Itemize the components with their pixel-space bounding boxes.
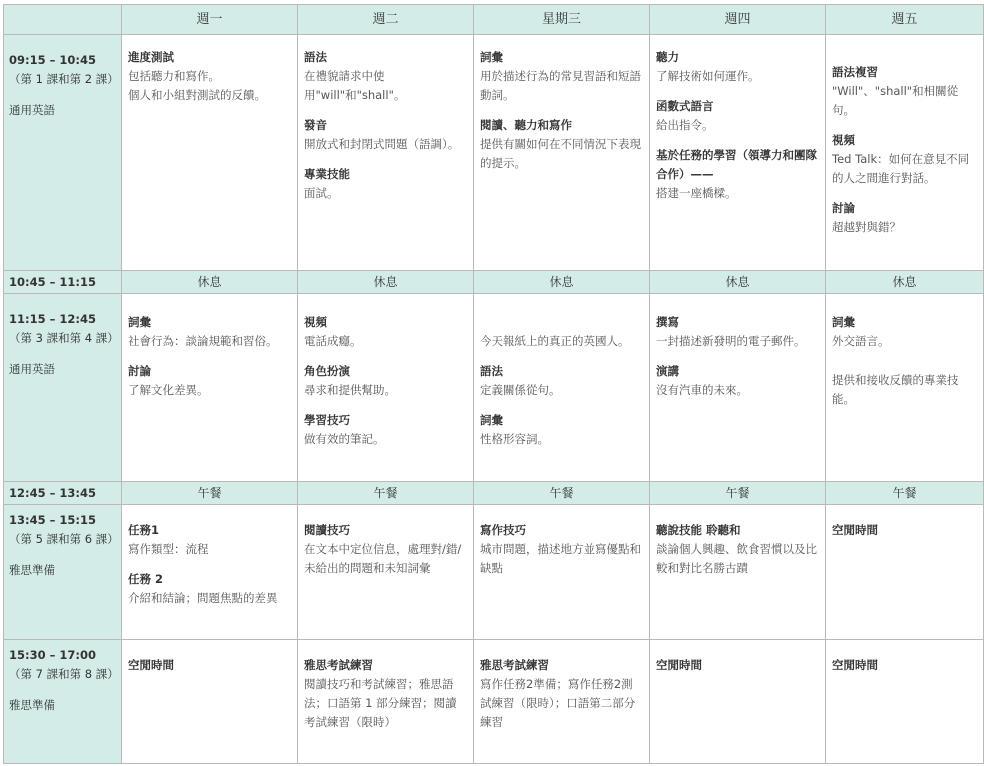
slot: [298, 640, 474, 764]
session-course: 雅思準備: [9, 698, 55, 712]
lesson-detail: 在文本中定位信息，處理對/錯/未給出的問題和未知詞彙: [304, 542, 462, 575]
lesson-title: 空閒時間: [656, 658, 702, 672]
lesson-detail: Ted Talk：如何在意見不同的人之間進行對話。: [832, 152, 970, 185]
lesson-block: [832, 521, 977, 540]
lesson-title: 演講: [656, 364, 679, 378]
session-time: 15:30 – 17:00: [9, 648, 96, 662]
lesson-detail: 一封描述新發明的電子郵件。: [656, 334, 806, 348]
time-cell: [4, 35, 122, 271]
lesson-block: [480, 521, 643, 578]
lesson-title: 雅思考試練習: [480, 658, 549, 672]
break-label: 休息: [122, 271, 298, 294]
lesson-detail: 定義關係從句。: [480, 383, 561, 397]
lesson-block: [304, 656, 467, 732]
break-label: 休息: [650, 271, 826, 294]
session-lessons: （第 5 課和第 6 課）: [9, 532, 119, 546]
break-label: 休息: [298, 271, 474, 294]
lesson-title: 討論: [832, 201, 855, 215]
lesson-block: [832, 313, 977, 351]
lesson-detail: 性格形容詞。: [480, 432, 549, 446]
lesson-title: 聽力: [656, 50, 679, 64]
slot: [122, 35, 298, 271]
lesson-title: 空閒時間: [128, 658, 174, 672]
lesson-title: 寫作技巧: [480, 523, 526, 537]
lesson-block: [304, 362, 467, 400]
lesson-detail: 介紹和結論；問題焦點的差異: [128, 591, 278, 605]
lesson-detail: 沒有汽車的未來。: [656, 383, 748, 397]
slot: [298, 35, 474, 271]
lesson-title: 詞彙: [128, 315, 151, 329]
slot: [474, 294, 650, 482]
lesson-title: 詞彙: [832, 315, 855, 329]
lesson-detail: 開放式和封閉式問題（語調）。: [304, 137, 460, 151]
lesson-detail: 寫作類型：流程: [128, 542, 209, 556]
lesson-block: [304, 411, 467, 449]
slot: [474, 640, 650, 764]
session-time: 11:15 – 12:45: [9, 312, 96, 326]
header-corner: [4, 5, 122, 35]
lesson-title: 角色扮演: [304, 364, 350, 378]
lesson-block: [128, 48, 291, 105]
lesson-detail: 今天報紙上的真正的英國人。: [480, 334, 630, 348]
lesson-title: 語法: [480, 364, 503, 378]
slot: [826, 294, 984, 482]
break-label: 午餐: [474, 482, 650, 505]
lesson-detail: 搭建一座橋樑。: [656, 186, 737, 200]
lesson-block: [656, 97, 819, 135]
lesson-block: [480, 48, 643, 105]
lesson-detail: 面試。: [304, 186, 339, 200]
slot: [298, 505, 474, 640]
session-course: 通用英語: [9, 103, 55, 117]
session-time: 09:15 – 10:45: [9, 53, 96, 67]
lesson-title: 詞彙: [480, 50, 503, 64]
lesson-detail: 尋求和提供幫助。: [304, 383, 396, 397]
lesson-detail: 寫作任務2準備；寫作任務2測試練習（限時）；口語第二部分練習: [480, 677, 636, 729]
lesson-title: 空閒時間: [832, 523, 878, 537]
slot: [826, 640, 984, 764]
header-day-tue: 週二: [298, 5, 474, 35]
lesson-detail: 做有效的筆記。: [304, 432, 385, 446]
break-label: 休息: [826, 271, 984, 294]
slot: [650, 294, 826, 482]
session-lessons: （第 1 課和第 2 課）: [9, 72, 119, 86]
break-label: 午餐: [122, 482, 298, 505]
lesson-block: [128, 362, 291, 400]
lesson-title: 語法: [304, 50, 327, 64]
lesson-detail: 社會行為：談論規範和習俗。: [128, 334, 278, 348]
slot: [474, 505, 650, 640]
session-lessons: （第 3 課和第 4 課）: [9, 331, 119, 345]
session-time: 13:45 – 15:15: [9, 513, 96, 527]
lesson-title: 任務 2: [128, 572, 164, 586]
slot: [474, 35, 650, 271]
lesson-block: [480, 656, 643, 732]
timetable: [3, 4, 984, 764]
header-day-fri: 週五: [826, 5, 984, 35]
lesson-block: [304, 313, 467, 351]
lesson-title: 視頻: [832, 133, 855, 147]
lesson-block: [832, 656, 977, 675]
lesson-block: [304, 48, 467, 105]
slot: [650, 505, 826, 640]
lesson-block: [656, 146, 819, 203]
slot: [122, 505, 298, 640]
header-day-wed: 星期三: [474, 5, 650, 35]
lesson-detail: 提供有關如何在不同情況下表現的提示。: [480, 137, 641, 170]
lesson-detail: 了解文化差異。: [128, 383, 209, 397]
lesson-detail: "Will"、"shall"和相關從句。: [832, 84, 959, 117]
lesson-block: [832, 371, 977, 409]
lesson-detail: 包括聽力和寫作。: [128, 69, 220, 83]
lesson-detail: 在禮貌請求中使用"will"和"shall"。: [304, 69, 406, 102]
break-time: 10:45 – 11:15: [4, 271, 122, 294]
lesson-title: 聽說技能 聆聽和: [656, 523, 741, 537]
lesson-detail: 了解技術如何運作。: [656, 69, 760, 83]
lesson-title: 閱讀、聽力和寫作: [480, 118, 572, 132]
lesson-title: 閱讀技巧: [304, 523, 350, 537]
break-label: 午餐: [650, 482, 826, 505]
lesson-title: 學習技巧: [304, 413, 350, 427]
header-day-mon: 週一: [122, 5, 298, 35]
lesson-detail: 閱讀技巧和考試練習；雅思語法；口語第 1 部分練習；閱讀考試練習（限時）: [304, 677, 457, 729]
lesson-title: 函數式語言: [656, 99, 714, 113]
lesson-title: 語法複習: [832, 65, 878, 79]
lesson-block: [304, 521, 467, 578]
session-lessons: （第 7 課和第 8 課）: [9, 667, 119, 681]
lesson-block: [480, 411, 643, 449]
break-label: 休息: [474, 271, 650, 294]
lesson-block: [656, 656, 819, 675]
header-row: [4, 5, 984, 35]
lesson-block: [480, 362, 643, 400]
slot: [826, 35, 984, 271]
lesson-title: 討論: [128, 364, 151, 378]
lesson-detail: 談論個人興趣、飲食習慣以及比較和對比名勝古蹟: [656, 542, 817, 575]
lesson-block: [832, 63, 977, 120]
slot: [122, 294, 298, 482]
lesson-block: [656, 48, 819, 86]
lesson-detail: 給出指令。: [656, 118, 714, 132]
lesson-block: [304, 165, 467, 203]
break-time: 12:45 – 13:45: [4, 482, 122, 505]
break-label: 午餐: [826, 482, 984, 505]
lesson-block: [656, 521, 819, 578]
lesson-detail: 電話成癮。: [304, 334, 362, 348]
session-row-3: [4, 505, 984, 640]
session-row-2: [4, 294, 984, 482]
lesson-block: [656, 313, 819, 351]
time-cell: [4, 505, 122, 640]
slot: [298, 294, 474, 482]
break-row-1: [4, 271, 984, 294]
lesson-title: 發音: [304, 118, 327, 132]
lesson-detail: 外交語言。: [832, 334, 890, 348]
lesson-title: 進度測試: [128, 50, 174, 64]
lesson-block: [480, 332, 643, 351]
session-course: 通用英語: [9, 362, 55, 376]
lesson-detail: 提供和接收反饋的專業技能。: [832, 373, 959, 406]
lesson-block: [480, 116, 643, 173]
time-cell: [4, 640, 122, 764]
break-label: 午餐: [298, 482, 474, 505]
lesson-block: [656, 362, 819, 400]
lesson-block: [128, 656, 291, 675]
lesson-block: [128, 313, 291, 351]
lesson-block: [128, 570, 291, 608]
lesson-title: 雅思考試練習: [304, 658, 373, 672]
lesson-title: 空閒時間: [832, 658, 878, 672]
lesson-title: 詞彙: [480, 413, 503, 427]
lesson-title: 基於任務的學習（領導力和團隊合作）——: [656, 148, 817, 181]
lesson-detail: 超越對與錯？: [832, 220, 901, 234]
lesson-title: 撰寫: [656, 315, 679, 329]
lesson-block: [128, 521, 291, 559]
slot: [650, 640, 826, 764]
lesson-detail: 用於描述行為的常見習語和短語動詞。: [480, 69, 641, 102]
header-day-thu: 週四: [650, 5, 826, 35]
lesson-title: 任務1: [128, 523, 160, 537]
session-row-1: [4, 35, 984, 271]
lesson-detail: 城市問題，描述地方並寫優點和缺點: [480, 542, 641, 575]
lesson-title: 專業技能: [304, 167, 350, 181]
slot: [826, 505, 984, 640]
time-cell: [4, 294, 122, 482]
lesson-block: [304, 116, 467, 154]
lesson-block: [832, 131, 977, 188]
lesson-title: 視頻: [304, 315, 327, 329]
lesson-detail: 個人和小組對測試的反饋。: [128, 88, 266, 102]
session-row-4: [4, 640, 984, 764]
slot: [650, 35, 826, 271]
slot: [122, 640, 298, 764]
break-row-2: [4, 482, 984, 505]
lesson-block: [832, 199, 977, 237]
session-course: 雅思準備: [9, 563, 55, 577]
